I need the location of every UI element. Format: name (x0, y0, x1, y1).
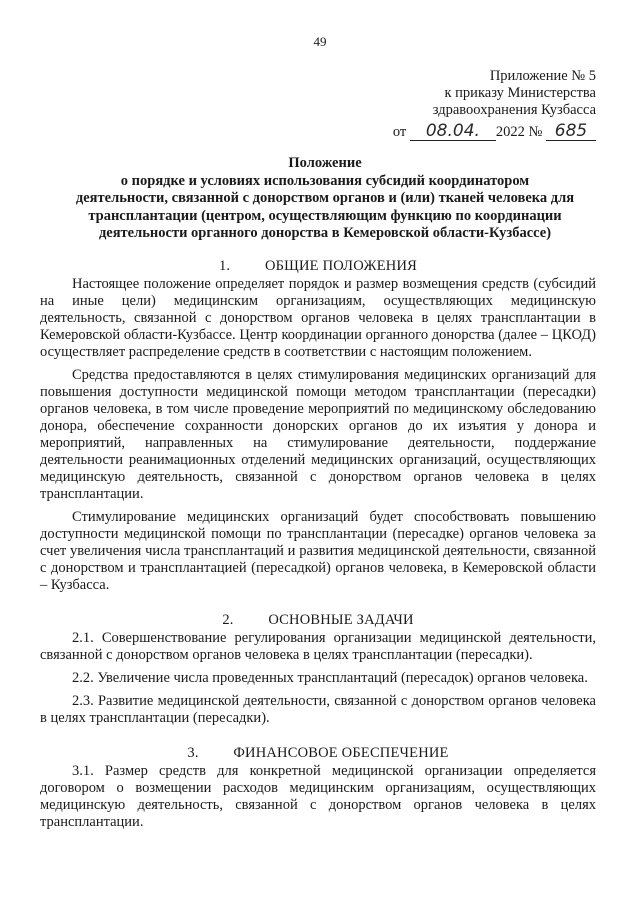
section-3-heading (40, 745, 596, 762)
appendix-header (296, 68, 596, 141)
section-1-number: 1. (218, 258, 231, 274)
document-title (30, 155, 620, 243)
section-2-paragraph-2: 2.2. Увеличение числа проведенных трансплантаций (пересадок) органов человека. (72, 670, 588, 686)
appendix-line-2: к приказу Министерства (444, 85, 596, 101)
section-2-heading (40, 612, 596, 629)
section-1-paragraph-2: Средства предоставляются в целях стимулирования медицинских организаций для повышения доступности медицинской помощи методом трансплантации (пересадки) органов человека, в том числе проведение мероприятий по медицинскому обследованию донора, обеспечение сохранности донорских органов до их изъятия у донора и мероприятий, направленных на стимулирование деятельности, поддержание деятельности реанимационных отделений медицинских организаций, осуществляющих медицинскую деятельность, связанной с донорством органов человека в целях трансплантации. (40, 367, 596, 502)
section-1-paragraph-3: Стимулирование медицинских организаций будет способствовать повышению доступности медицинской помощи по трансплантации (пересадке) органов человека за счет увеличения числа трансплантаций и развития медицинской деятельности, связанной с донорством и трансплантацией (пересадкой) органов человека, в Кемеровской области – Кузбасса. (40, 509, 596, 593)
title-line-2: о порядке и условиях использования субсидий координатором (120, 172, 530, 189)
section-2-title: ОСНОВНЫЕ ЗАДАЧИ (268, 612, 414, 628)
order-number: 685 (554, 121, 588, 141)
order-number-field (546, 123, 596, 141)
title-line-3: деятельности, связанной с донорством органов и (или) тканей человека для (75, 190, 575, 206)
section-2-paragraph-1: 2.1. Совершенствование регулирования организации медицинской деятельности, связанной с донорством органов человека в целях трансплантации (пересадки). (40, 630, 596, 663)
order-prefix: от (392, 124, 407, 140)
appendix-line-3: здравоохранения Кузбасса (432, 102, 596, 118)
title-line-1: Положение (288, 155, 362, 171)
order-line (296, 123, 596, 141)
title-line-5: деятельности органного донорства в Кемеровской области-Кузбассе) (98, 225, 552, 241)
order-date-field (410, 123, 496, 141)
title-line-4: трансплантации (центром, осуществляющим функцию по координации (88, 207, 562, 224)
section-3-number: 3. (187, 745, 199, 761)
section-2-number: 2. (222, 612, 234, 628)
section-3-title: ФИНАНСОВОЕ ОБЕСПЕЧЕНИЕ (233, 745, 449, 761)
section-3-paragraph-1: 3.1. Размер средств для конкретной медицинской организации определяется договором о возмещении расходов медицинским организациям, осуществляющих медицинскую деятельность, связанной с донорством органов человека в целях трансплантации. (40, 763, 596, 830)
section-2-paragraph-3: 2.3. Развитие медицинской деятельности, связанной с донорством органов человека в целях трансплантации (пересадки). (40, 693, 596, 726)
document-body (40, 258, 596, 837)
section-1-paragraph-1: Настоящее положение определяет порядок и размер возмещения средств (субсидий на иные цели) медицинским организациям, осуществляющих медицинскую деятельность, связанной с донорством органов человека в целях трансплантации в Кемеровской области-Кузбассе. Центр координации органного донорства (далее – ЦКОД) осуществляет распределение средств в соответствии с настоящим положением. (40, 276, 596, 360)
section-1-heading (40, 258, 596, 275)
page-number: 49 (313, 34, 327, 49)
order-date: 08.04. (425, 121, 480, 141)
section-1-title: ОБЩИЕ ПОЛОЖЕНИЯ (264, 258, 417, 274)
order-year: 2022 № (495, 124, 543, 140)
appendix-line-1: Приложение № 5 (489, 68, 596, 84)
